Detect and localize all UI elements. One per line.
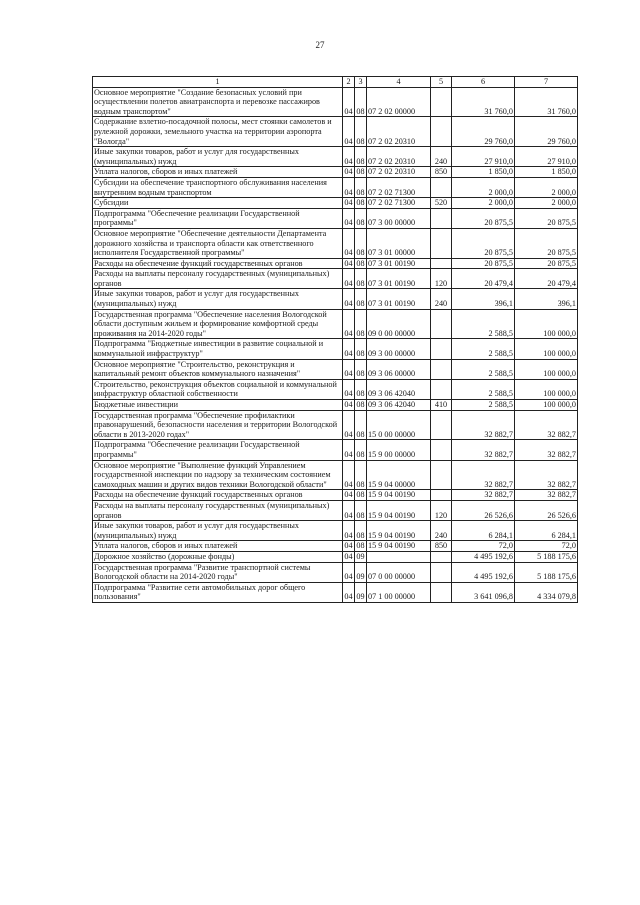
row-expense-type-cell: [431, 440, 452, 460]
row-expense-type-cell: 850: [431, 541, 452, 552]
row-expense-type-cell: [431, 379, 452, 399]
row-target-article-cell: 07 2 02 71300: [367, 177, 431, 197]
row-section-cell: 04: [344, 167, 353, 177]
row-amount-1-cell: 4 495 192,6: [452, 551, 515, 562]
budget-table: [92, 76, 578, 603]
row-expense-type-cell: 120: [431, 500, 452, 520]
row-amount-2-cell: 72,0: [515, 541, 578, 552]
table-row: [93, 500, 578, 520]
row-name-cell: Дорожное хозяйство (дорожные фонды): [93, 551, 343, 562]
table-row: [93, 339, 578, 359]
row-amount-1-cell: 20 479,4: [452, 269, 515, 289]
row-target-article-cell: 07 2 02 71300: [367, 198, 431, 209]
row-expense-type-cell: [431, 228, 452, 258]
row-expense-type-cell: 850: [431, 167, 452, 178]
row-amount-1-cell: 31 760,0: [452, 87, 515, 117]
row-expense-type-cell: 120: [431, 269, 452, 289]
header-col-2: 2: [343, 77, 355, 88]
row-name-cell: Бюджетные инвестиции: [93, 400, 343, 411]
row-subsection-cell: 08: [355, 309, 367, 339]
row-subsection-cell: 08: [355, 87, 367, 117]
row-expense-type-cell: [431, 359, 452, 379]
row-target-article-cell: 15 0 00 00000: [367, 410, 431, 440]
table-row: [93, 228, 578, 258]
table-row: [93, 400, 578, 411]
row-target-article-cell: 09 3 06 42040: [367, 400, 431, 411]
row-amount-1-cell: 3 641 096,8: [452, 582, 515, 602]
table-row: [93, 309, 578, 339]
row-expense-type-cell: [431, 117, 452, 147]
row-section-cell: 04: [343, 562, 355, 582]
row-amount-2-cell: 20 875,5: [515, 208, 578, 228]
row-subsection-cell: 08: [356, 198, 365, 208]
row-amount-2-cell: 31 760,0: [515, 87, 578, 117]
row-target-article-cell: 07 2 02 00000: [367, 87, 431, 117]
header-col-7: 7: [515, 77, 578, 88]
row-amount-2-cell: 32 882,7: [515, 490, 578, 501]
table-row: [93, 198, 578, 209]
row-expense-type-cell: [431, 258, 452, 269]
row-amount-1-cell: 2 588,5: [452, 309, 515, 339]
row-section-cell: 04: [343, 339, 355, 359]
table-header-row: [93, 77, 578, 88]
row-amount-2-cell: 100 000,0: [515, 400, 578, 411]
row-target-article-cell: 07 3 01 00190: [367, 258, 431, 269]
row-target-article-cell: 09 3 06 00000: [367, 359, 431, 379]
row-subsection-cell: 08: [355, 147, 367, 167]
row-amount-2-cell: 20 479,4: [515, 269, 578, 289]
row-subsection-cell: 08: [355, 339, 367, 359]
table-row: [93, 541, 578, 552]
row-subsection-cell: 09: [355, 582, 367, 602]
row-amount-2-cell: 396,1: [515, 289, 578, 309]
row-amount-1-cell: 396,1: [452, 289, 515, 309]
row-target-article-cell: 09 0 00 00000: [367, 309, 431, 339]
table-row: [93, 562, 578, 582]
row-expense-type-cell: [431, 177, 452, 197]
row-target-article-cell: 09 3 06 42040: [367, 379, 431, 399]
row-target-article-cell: [367, 551, 431, 562]
row-name-cell: Основное мероприятие "Создание безопасных условий при осуществлении полетов авиатранспорта и перевозке пассажиров водным транспортом": [93, 87, 343, 117]
row-amount-2-cell: 100 000,0: [515, 379, 578, 399]
row-amount-1-cell: 20 875,5: [452, 228, 515, 258]
row-amount-1-cell: 2 000,0: [452, 177, 515, 197]
row-amount-1-cell: 32 882,7: [452, 410, 515, 440]
row-name-cell: Иные закупки товаров, работ и услуг для государственных (муниципальных) нужд: [93, 147, 343, 167]
row-expense-type-cell: [431, 208, 452, 228]
row-name-cell: Субсидии: [93, 198, 343, 209]
row-amount-1-cell: 20 875,5: [452, 258, 515, 269]
row-section-cell: 04: [343, 440, 355, 460]
row-name-cell: Государственная программа "Развитие транспортной системы Вологодской области на 2014-2020 годы": [93, 562, 343, 582]
row-expense-type-cell: [431, 582, 452, 602]
row-subsection-cell: 08: [356, 541, 365, 551]
row-subsection-cell: 09: [355, 562, 367, 582]
row-subsection-cell: 08: [356, 490, 365, 500]
row-subsection-cell: 08: [355, 359, 367, 379]
row-subsection-cell: 08: [355, 440, 367, 460]
table-row: [93, 167, 578, 178]
row-section-cell: 04: [343, 87, 355, 117]
row-name-cell: Государственная программа "Обеспечение профилактики правонарушений, безопасности населения и территории Вологодской области в 2013-2020 годах": [93, 410, 343, 440]
table-row: [93, 490, 578, 501]
row-amount-1-cell: 6 284,1: [452, 521, 515, 541]
row-section-cell: 04: [343, 359, 355, 379]
row-expense-type-cell: [431, 490, 452, 501]
row-expense-type-cell: [431, 87, 452, 117]
row-name-cell: Подпрограмма "Обеспечение реализации Государственной программы": [93, 208, 343, 228]
row-amount-1-cell: 27 910,0: [452, 147, 515, 167]
row-amount-1-cell: 32 882,7: [452, 440, 515, 460]
row-amount-1-cell: 2 588,5: [452, 379, 515, 399]
row-name-cell: Строительство, реконструкция объектов социальной и коммунальной инфраструктур областной собственности: [93, 379, 343, 399]
row-amount-2-cell: 4 334 079,8: [515, 582, 578, 602]
row-amount-1-cell: 72,0: [452, 541, 515, 552]
row-subsection-cell: 08: [356, 400, 365, 409]
row-amount-1-cell: 2 588,5: [452, 359, 515, 379]
row-target-article-cell: 07 3 01 00190: [367, 269, 431, 289]
row-name-cell: Основное мероприятие "Выполнение функций Управлением государственной инспекции по надзору за техническим состоянием самоходных машин и других видов техники Вологодской области": [93, 460, 343, 490]
row-amount-2-cell: 5 188 175,6: [515, 551, 578, 562]
row-section-cell: 04: [343, 521, 355, 541]
row-target-article-cell: 15 9 04 00190: [367, 541, 431, 552]
row-subsection-cell: 08: [355, 177, 367, 197]
row-expense-type-cell: 240: [431, 521, 452, 541]
row-target-article-cell: 07 3 01 00000: [367, 228, 431, 258]
table-row: [93, 379, 578, 399]
row-name-cell: Содержание взлетно-посадочной полосы, мест стоянки самолетов и рулежной дорожки, земельного участка на территории аэропорта "Вологда": [93, 117, 343, 147]
row-section-cell: 04: [344, 258, 353, 268]
table-row: [93, 410, 578, 440]
row-name-cell: Подпрограмма "Бюджетные инвестиции в развитие социальной и коммунальной инфраструктур": [93, 339, 343, 359]
table-row: [93, 521, 578, 541]
row-section-cell: 04: [343, 379, 355, 399]
row-subsection-cell: 09: [356, 551, 365, 561]
table-row: [93, 269, 578, 289]
row-target-article-cell: 07 3 01 00190: [367, 289, 431, 309]
row-amount-1-cell: 2 588,5: [452, 400, 515, 411]
header-col-3: 3: [355, 77, 367, 88]
row-amount-2-cell: 32 882,7: [515, 410, 578, 440]
row-expense-type-cell: 520: [431, 198, 452, 209]
row-subsection-cell: 08: [355, 410, 367, 440]
table-body: [93, 87, 578, 602]
row-name-cell: Расходы на обеспечение функций государственных органов: [93, 490, 343, 501]
table-row: [93, 258, 578, 269]
page-number: 27: [315, 40, 325, 50]
row-target-article-cell: 07 0 00 00000: [367, 562, 431, 582]
row-amount-2-cell: 20 875,5: [515, 258, 578, 269]
row-amount-2-cell: 32 882,7: [515, 440, 578, 460]
row-amount-1-cell: 2 588,5: [452, 339, 515, 359]
row-expense-type-cell: 240: [431, 147, 452, 167]
row-amount-2-cell: 6 284,1: [515, 521, 578, 541]
row-target-article-cell: 15 9 04 00190: [367, 500, 431, 520]
row-section-cell: 04: [343, 500, 355, 520]
row-target-article-cell: 07 3 00 00000: [367, 208, 431, 228]
row-section-cell: 04: [343, 289, 355, 309]
row-expense-type-cell: [431, 551, 452, 562]
row-target-article-cell: 15 9 00 00000: [367, 440, 431, 460]
row-name-cell: Уплата налогов, сборов и иных платежей: [93, 541, 343, 552]
row-name-cell: Подпрограмма "Обеспечение реализации Государственной программы": [93, 440, 343, 460]
row-name-cell: Государственная программа "Обеспечение населения Вологодской области доступным жильем и формирование комфортной среды проживания на 2014-2020 годы": [93, 309, 343, 339]
row-target-article-cell: 15 9 04 00000: [367, 460, 431, 490]
row-section-cell: 04: [343, 228, 355, 258]
row-target-article-cell: 07 1 00 00000: [367, 582, 431, 602]
row-name-cell: Уплата налогов, сборов и иных платежей: [93, 167, 343, 178]
table-row: [93, 147, 578, 167]
row-amount-1-cell: 20 875,5: [452, 208, 515, 228]
row-target-article-cell: 07 2 02 20310: [367, 117, 431, 147]
row-amount-2-cell: 26 526,6: [515, 500, 578, 520]
table-row: [93, 177, 578, 197]
row-section-cell: 04: [344, 490, 353, 500]
row-section-cell: 04: [343, 117, 355, 147]
table-row: [93, 208, 578, 228]
row-subsection-cell: 08: [355, 208, 367, 228]
row-amount-2-cell: 27 910,0: [515, 147, 578, 167]
table-row: [93, 440, 578, 460]
row-amount-2-cell: 100 000,0: [515, 339, 578, 359]
row-subsection-cell: 08: [355, 379, 367, 399]
row-name-cell: Иные закупки товаров, работ и услуг для государственных (муниципальных) нужд: [93, 521, 343, 541]
row-section-cell: 04: [343, 582, 355, 602]
row-amount-1-cell: 4 495 192,6: [452, 562, 515, 582]
row-amount-2-cell: 2 000,0: [515, 177, 578, 197]
row-expense-type-cell: [431, 410, 452, 440]
row-expense-type-cell: 240: [431, 289, 452, 309]
row-amount-2-cell: 29 760,0: [515, 117, 578, 147]
row-section-cell: 04: [344, 541, 353, 551]
row-amount-2-cell: 20 875,5: [515, 228, 578, 258]
row-section-cell: 04: [343, 309, 355, 339]
row-subsection-cell: 08: [355, 269, 367, 289]
row-amount-1-cell: 26 526,6: [452, 500, 515, 520]
row-amount-2-cell: 100 000,0: [515, 309, 578, 339]
row-expense-type-cell: [431, 460, 452, 490]
header-col-6: 6: [452, 77, 515, 88]
row-section-cell: 04: [344, 551, 353, 561]
row-section-cell: 04: [344, 400, 353, 409]
row-target-article-cell: 09 3 00 00000: [367, 339, 431, 359]
header-col-4: 4: [367, 77, 431, 88]
row-amount-1-cell: 2 000,0: [452, 198, 515, 209]
row-section-cell: 04: [343, 460, 355, 490]
row-section-cell: 04: [343, 410, 355, 440]
row-target-article-cell: 15 9 04 00190: [367, 521, 431, 541]
row-target-article-cell: 07 2 02 20310: [367, 147, 431, 167]
table-row: [93, 117, 578, 147]
row-name-cell: Подпрограмма "Развитие сети автомобильных дорог общего пользования": [93, 582, 343, 602]
table-row: [93, 87, 578, 117]
table-row: [93, 289, 578, 309]
row-subsection-cell: 08: [356, 167, 365, 177]
row-expense-type-cell: [431, 562, 452, 582]
row-expense-type-cell: [431, 339, 452, 359]
row-subsection-cell: 08: [356, 258, 365, 268]
row-target-article-cell: 07 2 02 20310: [367, 167, 431, 178]
header-col-1: 1: [93, 77, 343, 88]
row-name-cell: Расходы на выплаты персоналу государственных (муниципальных) органов: [93, 269, 343, 289]
row-amount-1-cell: 32 882,7: [452, 460, 515, 490]
row-section-cell: 04: [344, 198, 353, 208]
row-target-article-cell: 15 9 04 00190: [367, 490, 431, 501]
row-section-cell: 04: [343, 177, 355, 197]
row-expense-type-cell: [431, 309, 452, 339]
row-subsection-cell: 08: [355, 460, 367, 490]
row-amount-2-cell: 1 850,0: [515, 167, 578, 178]
table-row: [93, 460, 578, 490]
row-name-cell: Субсидии на обеспечение транспортного обслуживания населения внутренним водным транспортом: [93, 177, 343, 197]
row-name-cell: Расходы на выплаты персоналу государственных (муниципальных) органов: [93, 500, 343, 520]
row-amount-2-cell: 5 188 175,6: [515, 562, 578, 582]
row-name-cell: Расходы на обеспечение функций государственных органов: [93, 258, 343, 269]
row-section-cell: 04: [343, 208, 355, 228]
row-amount-1-cell: 1 850,0: [452, 167, 515, 178]
row-amount-1-cell: 29 760,0: [452, 117, 515, 147]
row-name-cell: Основное мероприятие "Обеспечение деятельности Департамента дорожного хозяйства и транспорта области как ответственного исполнителя Государственной программы": [93, 228, 343, 258]
row-section-cell: 04: [343, 269, 355, 289]
row-name-cell: Основное мероприятие "Строительство, реконструкция и капитальный ремонт объектов коммунального назначения": [93, 359, 343, 379]
table-row: [93, 359, 578, 379]
row-amount-1-cell: 32 882,7: [452, 490, 515, 501]
table-row: [93, 582, 578, 602]
row-subsection-cell: 08: [355, 228, 367, 258]
row-expense-type-cell: 410: [431, 400, 452, 411]
table-row: [93, 551, 578, 562]
row-subsection-cell: 08: [355, 500, 367, 520]
row-subsection-cell: 08: [355, 521, 367, 541]
header-col-5: 5: [431, 77, 452, 88]
row-name-cell: Иные закупки товаров, работ и услуг для государственных (муниципальных) нужд: [93, 289, 343, 309]
row-amount-2-cell: 100 000,0: [515, 359, 578, 379]
row-subsection-cell: 08: [355, 117, 367, 147]
row-subsection-cell: 08: [355, 289, 367, 309]
row-amount-2-cell: 2 000,0: [515, 198, 578, 209]
row-amount-2-cell: 32 882,7: [515, 460, 578, 490]
row-section-cell: 04: [343, 147, 355, 167]
